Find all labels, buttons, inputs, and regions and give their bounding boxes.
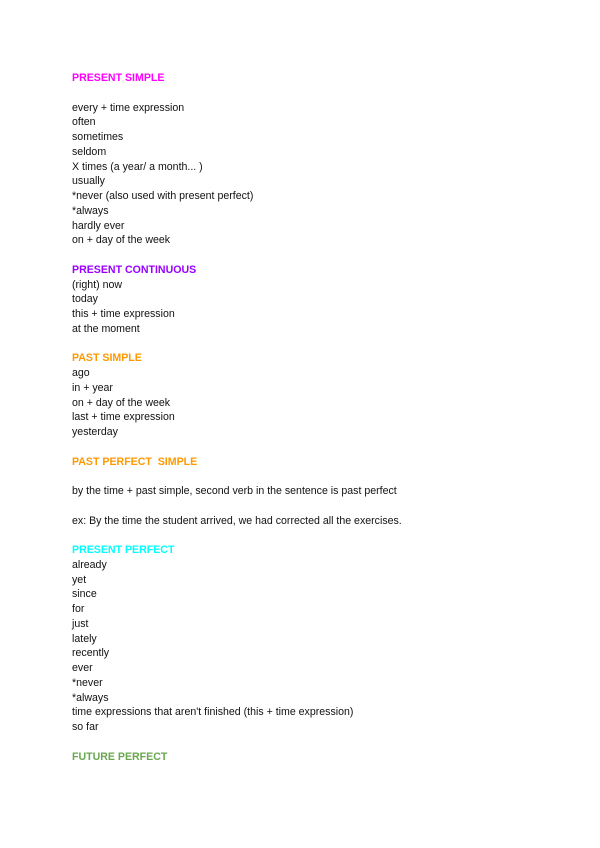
list-item: today [72, 293, 98, 306]
list-item: yet [72, 573, 87, 586]
list-item: sometimes [72, 131, 124, 143]
section-past-perfect-simple [72, 455, 402, 544]
list-item: yesterday [72, 426, 118, 438]
section-heading: PAST PERFECT SIMPLE [72, 455, 198, 468]
section-past-simple [72, 351, 402, 454]
list-item: usually [72, 175, 105, 188]
list-item: often [72, 116, 96, 129]
list-item: lately [72, 632, 97, 645]
list-item: so far [72, 721, 99, 733]
list-item: last + time expression [72, 411, 175, 424]
section-heading: PRESENT SIMPLE [72, 72, 165, 84]
list-item: hardly ever [72, 219, 125, 232]
list-item: every + time expression [72, 101, 185, 114]
list-item: ago [72, 367, 90, 379]
list-item: (right) now [72, 278, 123, 291]
list-item: at the moment [72, 322, 140, 335]
list-item: *never [72, 676, 103, 689]
section-present-perfect [72, 543, 402, 750]
list-item: in + year [72, 381, 113, 394]
section-heading: PRESENT PERFECT [72, 544, 175, 556]
list-item: on + day of the week [72, 234, 171, 247]
document-body [72, 71, 402, 764]
list-item: for [72, 603, 85, 615]
list-item: *always [72, 691, 109, 704]
list-item: recently [72, 647, 110, 660]
blank-line [72, 499, 402, 514]
list-item: seldom [72, 145, 107, 158]
list-item: *never (also used with present perfect) [72, 190, 254, 202]
list-item: this + time expression [72, 308, 175, 320]
list-item: by the time + past simple, second verb in the sentence is past perfect [72, 485, 397, 497]
list-item: just [72, 617, 89, 630]
section-heading: PAST SIMPLE [72, 352, 142, 365]
section-heading: FUTURE PERFECT [72, 750, 168, 763]
list-item: on + day of the week [72, 396, 171, 409]
list-item: already [72, 558, 107, 571]
list-item: X times (a year/ a month... ) [72, 160, 203, 173]
section-future-perfect [72, 750, 402, 765]
list-item: ever [72, 662, 93, 674]
section-present-simple [72, 71, 402, 263]
list-item: *always [72, 204, 109, 217]
list-item: ex: By the time the student arrived, we had corrected all the exercises. [72, 514, 402, 527]
list-item: time expressions that aren't finished (this + time expression) [72, 706, 354, 719]
list-item: since [72, 588, 97, 601]
section-present-continuous [72, 263, 402, 352]
section-heading: PRESENT CONTINUOUS [72, 263, 197, 276]
